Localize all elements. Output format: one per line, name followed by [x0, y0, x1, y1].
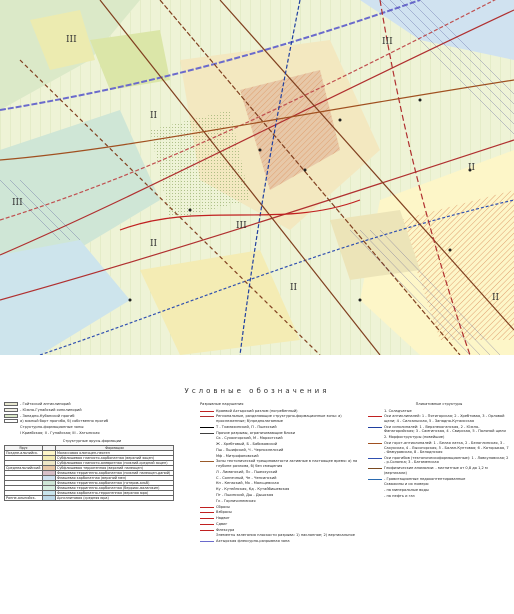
table-cell-tier: Поздне-альпийск.: [5, 451, 43, 456]
legend-line-symbol: [368, 425, 382, 429]
legend-swatch: [4, 402, 18, 406]
table-cell-formation: Аргиллитовая (средняя юра): [56, 496, 174, 501]
zone-label: II: [492, 293, 500, 303]
legend-item-label: Оси антиклиналей: 1 - Пятигорская; 2 - Хребтовая, 3 - Орловой щели; 4 - Силсальская, 5 - Западно-Кутаисская: [384, 414, 505, 423]
legend-swatch: [4, 414, 18, 418]
legend-item: [200, 499, 360, 504]
legend-item: [200, 516, 360, 521]
legend-item-label: а) южный борт прогиба, б) собственно прогиб: [20, 419, 109, 424]
legend-line-symbol: [200, 539, 214, 543]
zone-label: II: [290, 283, 298, 293]
legend-item-label: Зоны тектонической трещиноватости активные в настоящее время: а) на глубине разлома, б) без смещения: [216, 459, 358, 469]
legend-item-label: Региональные, разделяющие структурно-формационные зоны: а) прослеженные; б)предполагаемые: [216, 414, 342, 423]
legend-column-structures: [4, 402, 180, 501]
legend-item-label: Сдвиг: [216, 521, 228, 526]
table-row: [5, 496, 174, 501]
legend-line-symbol: [200, 459, 214, 463]
legend-line-symbol: [200, 510, 214, 514]
legend-item-label: Ж - Хребтовый, Б - Бабиковский: [216, 442, 278, 447]
legend-item: [4, 402, 180, 407]
zone-label: III: [66, 35, 77, 45]
legend-item-label: Ахтырская флексурно-разрывная зона: [216, 539, 290, 544]
legend-item: [200, 448, 360, 453]
legend-line-symbol: [200, 425, 214, 429]
legend-item: [200, 442, 360, 447]
legend-item: [200, 414, 360, 423]
legend-line-symbol: [200, 505, 214, 509]
legend-item-label: - Южно-Гунайский синклинорий: [20, 407, 82, 412]
table-cell-tier: Среднеальпийский: [5, 466, 43, 471]
table-header-formation: Формации: [56, 446, 174, 451]
zone-label: II: [150, 239, 158, 249]
legend-item: [4, 414, 180, 419]
legend-item-label: Сбросы: [216, 504, 231, 509]
legend-title: Условные обозначения: [184, 387, 330, 395]
legend-column-plicative: [368, 402, 510, 500]
legend-item: [368, 409, 510, 414]
legend-item: [200, 487, 360, 492]
legend-line-symbol: [200, 431, 214, 435]
zone-label: III: [12, 198, 23, 208]
legend-item-label: Оси прогибов (тектоническоформационные): 1 - Ловкуловская; 2 - р.Солонка; 3 - Батаменская: [384, 455, 509, 465]
legend-swatch: [4, 419, 18, 423]
formation-color-swatch: [43, 496, 56, 501]
legend-item: [200, 409, 360, 414]
legend-item: [368, 466, 510, 475]
legend-item-label: Мф - Митрофановский: [216, 453, 259, 458]
legend-item-label: I Кривбская; II - Гунайская; III - Хатыпская: [20, 430, 100, 435]
legend-item: [200, 522, 360, 527]
legend-item-label: Т - Тхамахинский, П - Пшехский: [216, 424, 277, 429]
legend-item-label: 1. Складчатые: [384, 408, 412, 413]
legend-item: [200, 476, 360, 481]
col2-heading: Разрывные нарушения: [200, 402, 244, 406]
legend-item: [368, 435, 510, 440]
legend-item: [368, 425, 510, 434]
table-cell-formation: Флишевая терригенно-карбонатная (нижний палеоцен-даний): [56, 471, 174, 476]
legend-item-label: Взбросы: [216, 510, 232, 515]
legend-column-faults: [200, 402, 360, 545]
legend-line-symbol: [200, 409, 214, 413]
legend-item: [368, 488, 510, 493]
legend-item: [200, 459, 360, 468]
legend-item-label: Прочие разрывы, ограничивающие блоки: [216, 430, 296, 435]
legend-item-label: Пш - Пшифский, Ч - Чернохлелский: [216, 447, 284, 452]
legend-item: [200, 533, 360, 538]
formations-table: [4, 445, 174, 501]
table-cell-formation: Флишевая терригенно-карбонатная (готерив-альб): [56, 481, 174, 486]
legend-item: [200, 425, 360, 430]
legend-line-symbol: [200, 516, 214, 520]
legend-item-label: С - Солнечный, Чн - Чепсинский: [216, 475, 277, 480]
legend-item-label: Флексура: [216, 527, 235, 532]
legend-item-label: - Западно-Кубанский прогиб: [20, 413, 75, 418]
legend-swatch: [4, 408, 18, 412]
table-title: Структурные ярусы-формации: [62, 438, 122, 443]
legend-item-label: Кп - Кепаский, Мк - Мальцевская: [216, 481, 279, 486]
legend-item-label: - на минеральные воды: [384, 488, 429, 493]
legend-item: [4, 408, 180, 413]
legend-line-symbol: [200, 522, 214, 526]
legend-item: [4, 425, 180, 430]
table-cell-formation: Субфлишевая глинисто-карбонатная (верхний эоцен): [56, 456, 174, 461]
legend-item: [368, 456, 510, 465]
legend-item-label: Структурно-формационные зоны:: [20, 425, 85, 430]
zone-label: II: [150, 111, 158, 121]
legend-item: [200, 493, 360, 498]
legend-item: [200, 528, 360, 533]
legend-item: [4, 431, 180, 436]
table-cell-formation: Флишевая карбонатная (верхний мел): [56, 476, 174, 481]
zone-label: III: [382, 37, 393, 47]
table-cell-formation: Субфлишевая глинисто-алевритная (нижний-средний эоцен): [56, 461, 174, 466]
legend-item-label: Ку - Кутейнская, Кд - Кутайбишевская: [216, 487, 290, 492]
legend-item: [200, 505, 360, 510]
table-cell-formation: Флишевая карбонатно-терригенная (верхняя юра): [56, 491, 174, 496]
legend-item-label: Оси горст-антиклиналей: 1 - Белая латка, 2 - Белоглинская, 3 - Сахукская, 4 - Лысогорская, 5 - Балан-Кунтовая; 6 - Которыкая, 7 - Фамуровская, 8 - Белоднская: [384, 440, 509, 455]
legend-item-label: - на нефть и газ: [384, 493, 415, 498]
legend-item-label: 2. Морфоструктуры (новейшие): [384, 435, 445, 440]
col3-heading: Пликативные структуры: [415, 402, 463, 406]
legend-line-symbol: [368, 414, 382, 418]
legend-item: [200, 470, 360, 475]
legend-item: [368, 441, 510, 455]
legend-item: [200, 510, 360, 515]
legend-line-symbol: [368, 456, 382, 460]
legend-line-symbol: [368, 466, 382, 470]
legend-item: [200, 454, 360, 459]
table-cell-tier: Ранне-альпийск.: [5, 496, 43, 501]
legend-item-label: Оси синклиналей: 1 - Верхнекоганская, 2 - Южно-Фанагорийская; 3 - Самгинская, 4 - Свирская, 5 - Поляной щели: [384, 424, 506, 434]
legend-line-symbol: [368, 441, 382, 445]
legend-item-label: Краевой Ахтырский разлом (погребенный): [216, 408, 298, 413]
legend-line-symbol: [200, 414, 214, 418]
zone-label: III: [236, 221, 247, 231]
legend-item-label: Гк - Горничинемская: [216, 498, 256, 503]
legend-item-label: - Гойтхский антиклинорий: [20, 402, 71, 406]
legend-item: [368, 477, 510, 482]
legend-item: [200, 436, 360, 441]
legend-item: [200, 539, 360, 544]
legend-item-label: Л - Лиманский, Пс - Пшеххуский: [216, 469, 278, 474]
legend-item-label: Геофизические аномалии: - магнитные от 0,8 до 1,2 м (вертикали): [384, 466, 488, 475]
legend-item: [4, 419, 180, 424]
legend-item-label: - Гравитационные недоконтентированные: [384, 476, 466, 481]
legend-line-symbol: [200, 528, 214, 532]
legend-item: [368, 494, 510, 499]
table-cell-formation: Флишевая терригенно-карбонатная (берриас-валанжин): [56, 486, 174, 491]
legend-item-label: Элементы залегания плоскости разрыва: 1) наклонное; 2) вертикальное: [216, 533, 355, 538]
zone-label: II: [468, 163, 476, 173]
legend-item: [200, 431, 360, 436]
table-cell-formation: Субфлишевая терригенная (верхний палеоцен): [56, 466, 174, 471]
legend-item-label: Ск - Сухоигорский, М - Мархотский: [216, 436, 283, 441]
legend-item: [200, 481, 360, 486]
legend-item: [368, 482, 510, 487]
legend-item-label: Пт - Пшинский, Дш - Дышская: [216, 492, 274, 497]
table-header-tier: Ярус: [5, 446, 43, 451]
table-cell-formation: Молассовая олигоцен-неоген: [56, 451, 174, 456]
legend-item-label: Скважины и их номера:: [384, 482, 430, 487]
legend-line-symbol: [368, 477, 382, 481]
legend-item: [368, 414, 510, 423]
legend-item-label: Надвиг: [216, 516, 230, 521]
